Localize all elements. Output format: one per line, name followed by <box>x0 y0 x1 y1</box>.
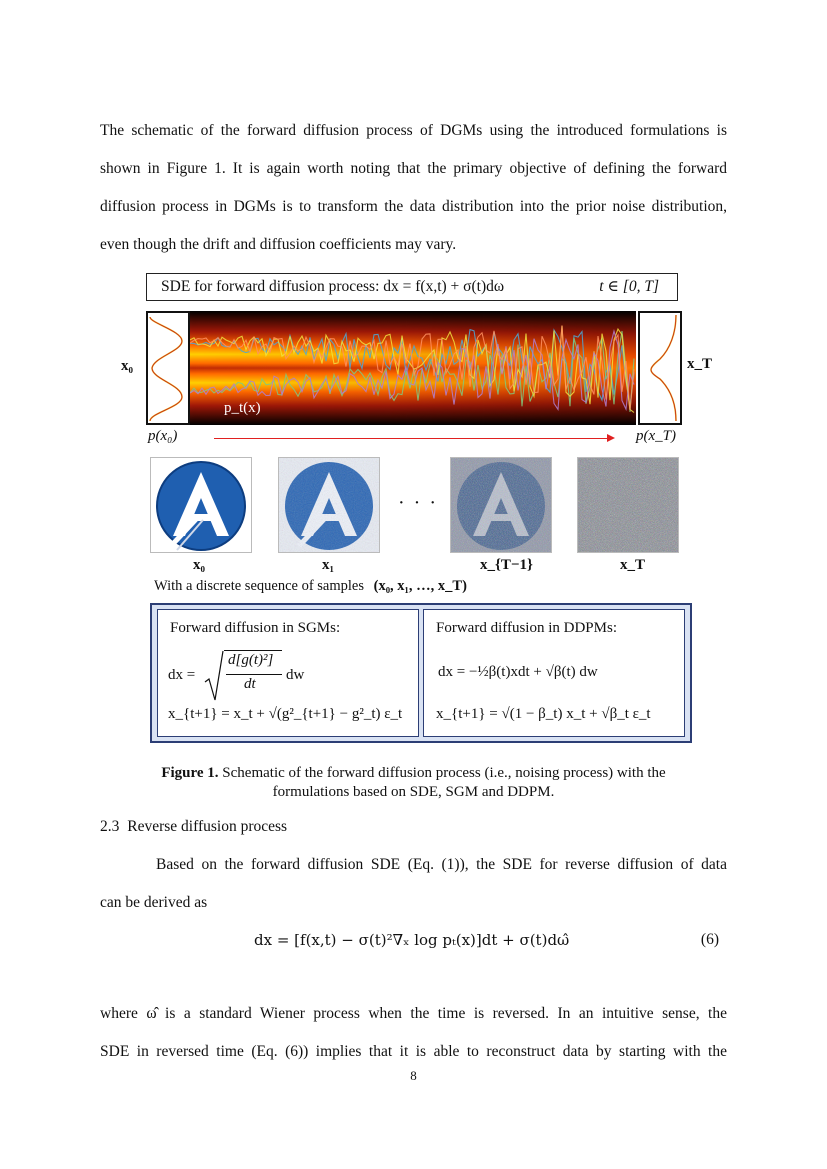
time-range: t ∈ [0, T] <box>599 278 659 295</box>
section-number: 2.3 <box>100 818 120 835</box>
sample-label-xT-1: x_{T−1} <box>480 557 533 573</box>
sequence-text: With a discrete sequence of samples <box>154 578 364 594</box>
sqrt-sign-icon <box>204 650 224 702</box>
pure-noise-icon <box>578 458 678 552</box>
sgm-eq1-den: dt <box>244 676 256 692</box>
figure-caption <box>100 764 727 802</box>
sgm-equation-1 <box>168 650 408 700</box>
initial-distribution-plot <box>146 311 190 425</box>
caption-text: Schematic of the forward diffusion process (i.e., noising process) with the <box>218 765 666 781</box>
text-line: Based on the forward diffusion SDE (Eq. (1)), the SDE for reverse diffusion of data <box>156 856 727 873</box>
page-number: 8 <box>410 1068 417 1083</box>
ddpm-formula-box <box>423 609 685 737</box>
arrow-head-icon <box>607 434 615 442</box>
ddpm-equation-1: dx = −½β(t)xdt + √β(t) dw <box>438 664 598 680</box>
sgm-eq1-num: d[g(t)²] <box>228 652 274 668</box>
text-line: The schematic of the forward diffusion process of DGMs using the introduced formulations is <box>100 122 727 139</box>
intro-paragraph <box>100 120 727 272</box>
sgm-eq1-lhs: dx = <box>168 667 196 683</box>
sde-title: SDE for forward diffusion process: dx = f(x,t) + σ(t)dω <box>161 278 505 295</box>
section-title: Reverse diffusion process <box>127 818 288 835</box>
right-label: x_T <box>687 356 713 372</box>
text-line: SDE in reversed time (Eq. (6)) implies that it is able to reconstruct data by starting with the <box>100 1043 727 1060</box>
sgm-title: Forward diffusion in SGMs: <box>170 620 341 636</box>
caption-text-2: formulations based on SDE, SGM and DDPM. <box>272 784 555 800</box>
equation-number: (6) <box>700 931 719 948</box>
body-paragraph-1 <box>100 854 727 930</box>
sequence-math: (x₀, x₁, …, x_T) <box>373 578 467 594</box>
sgm-eq1-tail: dw <box>286 667 305 683</box>
equation-6 <box>100 928 727 956</box>
sample-label-x0: x₀ <box>193 557 205 573</box>
sequence-caption <box>154 578 467 595</box>
left-label: x₀ <box>121 358 133 374</box>
ellipsis: · · · <box>398 492 438 514</box>
very-noisy-logo-icon <box>451 458 551 552</box>
text-line: shown in Figure 1. It is again worth noting that the primary objective of defining the forward <box>100 160 727 177</box>
sample-image-xT <box>577 457 679 553</box>
p-end-label: p(x_T) <box>636 428 676 444</box>
sample-image-x1 <box>278 457 380 553</box>
p-start-label: p(x₀) <box>148 428 178 444</box>
forward-arrow <box>214 438 609 439</box>
density-label: p_t(x) <box>224 400 261 416</box>
section-heading <box>100 818 287 836</box>
text-line: even though the drift and diffusion coefficients may vary. <box>100 236 457 253</box>
prior-distribution-plot <box>638 311 682 425</box>
noisy-logo-icon <box>279 458 379 552</box>
bimodal-curve <box>148 313 188 423</box>
sample-label-xT: x_T <box>620 557 646 573</box>
sde-title-box <box>146 273 678 301</box>
reverse-sde-equation: dx = [f(x,t) − σ(t)²∇ₓ log pₜ(x)]dt + σ(t)dω̂ <box>254 931 570 949</box>
sgm-equation-2: x_{t+1} = x_t + √(g²_{t+1} − g²_t) ε_t <box>168 706 403 722</box>
sample-image-x0 <box>150 457 252 553</box>
text-line: diffusion process in DGMs is to transform the data distribution into the prior noise distribution, <box>100 198 727 215</box>
ddpm-equation-2: x_{t+1} = √(1 − β_t) x_t + √β_t ε_t <box>436 706 651 722</box>
sample-label-x1: x₁ <box>322 557 334 573</box>
sample-image-xT-1 <box>450 457 552 553</box>
text-line: where ω̂ is a standard Wiener process when the time is reversed. In an intuitive sense, the <box>100 1005 727 1022</box>
gaussian-curve <box>640 313 680 423</box>
logo-icon <box>151 458 251 552</box>
ddpm-title: Forward diffusion in DDPMs: <box>436 620 617 636</box>
sgm-formula-box <box>157 609 419 737</box>
text-line: can be derived as <box>100 894 208 911</box>
caption-label: Figure 1. <box>161 765 219 781</box>
